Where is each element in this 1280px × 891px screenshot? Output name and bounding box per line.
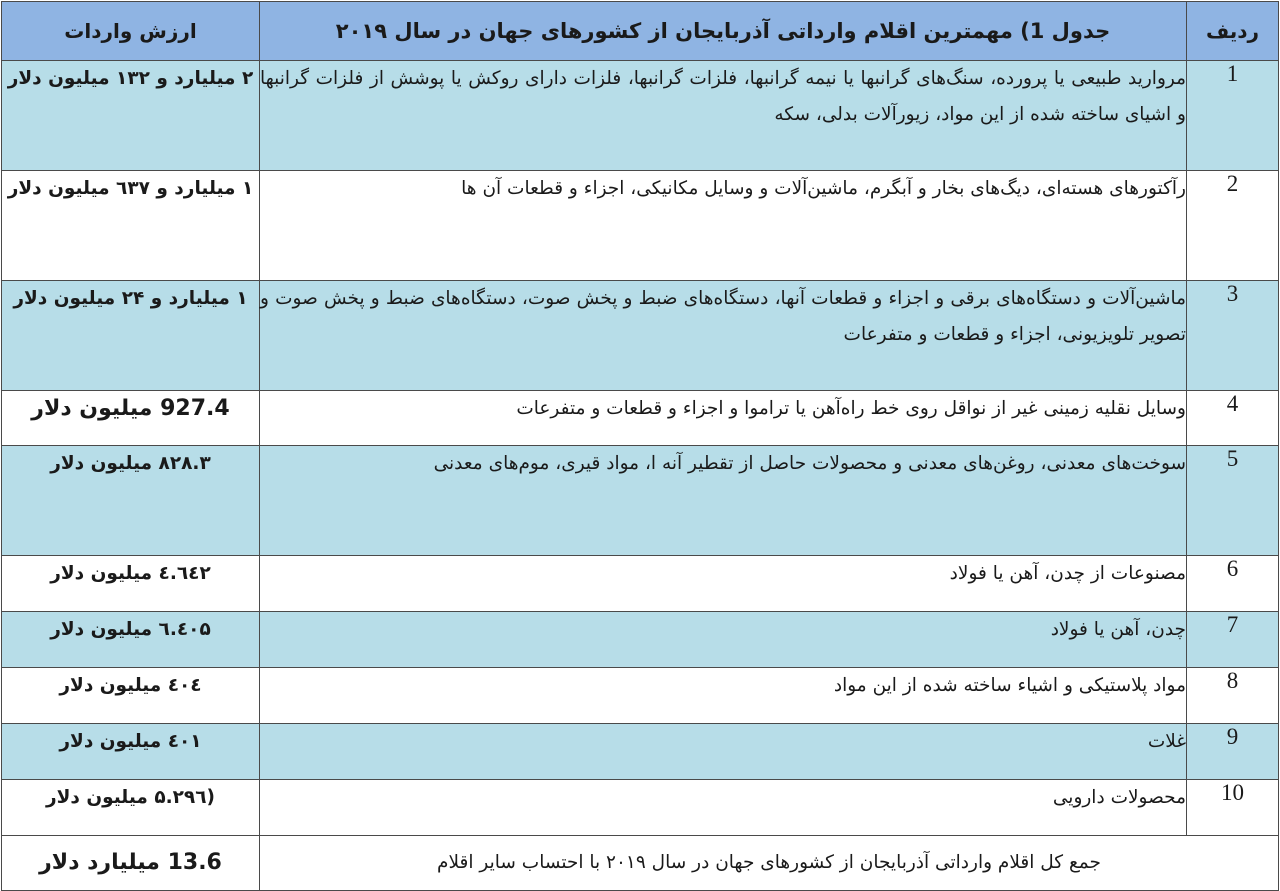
header-row [2, 2, 1279, 61]
header-title-number: 1 [1029, 19, 1045, 43]
total-label: جمع کل اقلام وارداتی آذربایجان از کشورهای جهان در سال ۲۰۱۹ با احتساب سایر اقلام [260, 836, 1279, 891]
header-title-rest: ) مهمترین اقلام وارداتی آذربایجان از کشورهای جهان در سال ۲۰۱۹ [335, 19, 1030, 43]
row-value: (۲۹٦.۵ میلیون دلار [2, 780, 260, 836]
row-item: مواد پلاستیکی و اشیاء ساخته شده از این مواد [260, 668, 1187, 724]
row-item: غلات [260, 724, 1187, 780]
row-item: رآکتورهای هسته‌ای، دیگ‌های بخار و آبگرم، ماشین‌آلات و وسایل مکانیکی، اجزاء و قطعات آن ها [260, 171, 1187, 281]
row-item: مروارید طبیعی یا پرورده، سنگ‌های گرانبها یا نیمه گرانبها، فلزات گرانبها، فلزات دارای روکش یا پوشش از فلزات گرانبها و اشیای ساخته شده از این مواد، زیورآلات بدلی، سکه [260, 61, 1187, 171]
row-index: 8 [1187, 668, 1279, 724]
total-row [2, 836, 1279, 891]
row-index: 10 [1187, 780, 1279, 836]
table-row [2, 171, 1279, 281]
row-index: 4 [1187, 391, 1279, 446]
table-row [2, 391, 1279, 446]
row-item: سوخت‌های معدنی، روغن‌های معدنی و محصولات حاصل از تقطیر آنه ا، مواد قیری، موم‌های معدنی [260, 446, 1187, 556]
table-row [2, 556, 1279, 612]
total-value: 13.6 میلیارد دلار [2, 836, 260, 891]
row-index: 5 [1187, 446, 1279, 556]
table-row [2, 281, 1279, 391]
row-value: ٤۰۱ میلیون دلار [2, 724, 260, 780]
imports-table [1, 1, 1279, 891]
table-header [2, 2, 1279, 61]
row-value: 927.4 میلیون دلار [2, 391, 260, 446]
header-value: ارزش واردات [2, 2, 260, 61]
row-value: ۱ میلیارد و ٦۳۷ میلیون دلار [2, 171, 260, 281]
row-index: 9 [1187, 724, 1279, 780]
row-value: ۲ میلیارد و ۱۳۲ میلیون دلار [2, 61, 260, 171]
row-index: 7 [1187, 612, 1279, 668]
row-item: وسایل نقلیه زمینی غیر از نواقل روی خط راه‌آهن یا تراموا و اجزاء و قطعات و متفرعات [260, 391, 1187, 446]
row-value: ۱ میلیارد و ۲۴ میلیون دلار [2, 281, 260, 391]
row-value: ۸۲۸.۳ میلیون دلار [2, 446, 260, 556]
table-row [2, 668, 1279, 724]
row-item: چدن، آهن یا فولاد [260, 612, 1187, 668]
table-body [2, 61, 1279, 891]
row-index: 2 [1187, 171, 1279, 281]
header-title-prefix: جدول [1044, 19, 1111, 43]
row-index: 1 [1187, 61, 1279, 171]
row-item: مصنوعات از چدن، آهن یا فولاد [260, 556, 1187, 612]
table-row [2, 61, 1279, 171]
row-value: ٤۰٤ میلیون دلار [2, 668, 260, 724]
row-index: 3 [1187, 281, 1279, 391]
row-index: 6 [1187, 556, 1279, 612]
header-title [260, 2, 1187, 61]
header-index: ردیف [1187, 2, 1279, 61]
row-item: ماشین‌آلات و دستگاه‌های برقی و اجزاء و قطعات آنها، دستگاه‌های ضبط و پخش صوت، دستگاه‌های ضبط و پخش صوت و تصویر تلویزیونی، اجزاء و قطعات و متفرعات [260, 281, 1187, 391]
row-value: ٦٤۲.٤ میلیون دلار [2, 556, 260, 612]
table-row [2, 780, 1279, 836]
table-row [2, 446, 1279, 556]
row-item: محصولات دارویی [260, 780, 1187, 836]
table-row [2, 612, 1279, 668]
table-row [2, 724, 1279, 780]
row-value: ٤۰۵.٦ میلیون دلار [2, 612, 260, 668]
